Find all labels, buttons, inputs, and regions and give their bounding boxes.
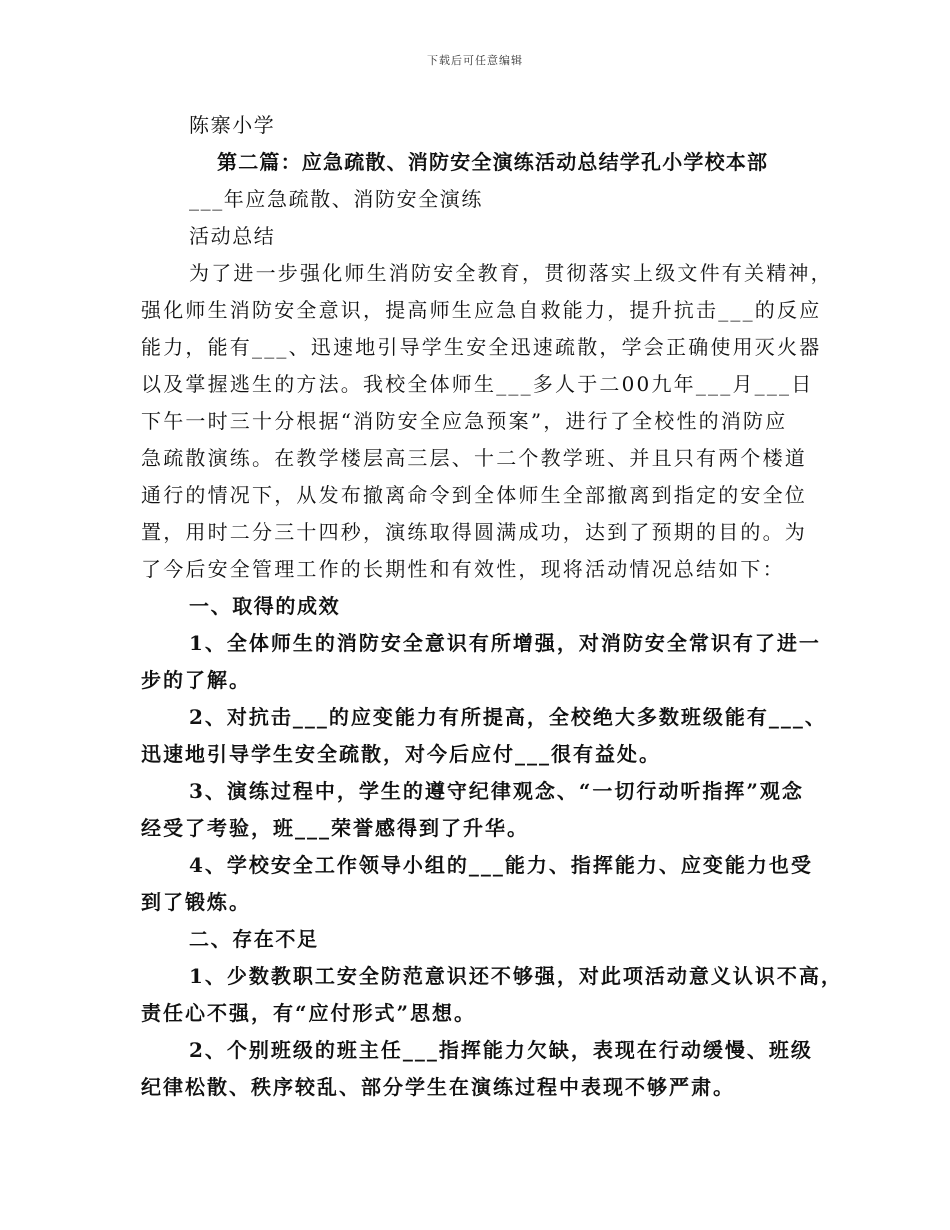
intro-line: 为了进一步强化师生消防安全教育，贯彻落实上级文件有关精神， (189, 261, 833, 285)
document-title: 第二篇：应急疏散、消防安全演练活动总结学孔小学校本部 (217, 150, 769, 174)
list-item-line: 迅速地引导学生安全疏散，对今后应付___很有益处。 (141, 742, 661, 766)
intro-line: 强化师生消防安全意识，提高师生应急自救能力，提升抗击___的反应 (141, 298, 822, 322)
list-item-line: 纪律松散、秩序较乱、部分学生在演练过程中表现不够严肃。 (141, 1075, 735, 1099)
intro-line: 了今后安全管理工作的长期性和有效性，现将活动情况总结如下： (141, 557, 785, 581)
list-item (141, 847, 821, 921)
list-item (141, 958, 843, 1032)
list-item (141, 773, 821, 847)
section-heading-shortcomings: 二、存在不足 (189, 927, 319, 951)
subtitle-line-2: 活动总结 (189, 224, 276, 248)
list-item-line: 4、学校安全工作领导小组的___能力、指挥能力、应变能力也受 (189, 853, 813, 877)
list-item-line: 1、全体师生的消防安全意识有所增强，对消防安全常识有了进一 (189, 631, 821, 655)
intro-line: 急疏散演练。在教学楼层高三层、十二个教学班、并且只有两个楼道 (141, 446, 807, 470)
list-item-line: 到了锻炼。 (141, 890, 251, 914)
document-body (141, 107, 843, 1106)
intro-line: 置，用时二分三十四秒，演练取得圆满成功，达到了预期的目的。为 (141, 520, 807, 544)
list-item-line: 步的了解。 (141, 668, 251, 692)
list-item (141, 1032, 821, 1106)
list-item-line: 3、演练过程中，学生的遵守纪律观念、“一切行动听指挥”观念 (189, 779, 804, 803)
list-item-line: 2、个别班级的班主任___指挥能力欠缺，表现在行动缓慢、班级 (189, 1038, 813, 1062)
intro-line: 以及掌握逃生的方法。我校全体师生___多人于二00九年___月___日 (141, 372, 814, 396)
subtitle-line-1: ___年应急疏散、消防安全演练 (189, 187, 483, 211)
intro-line: 通行的情况下，从发布撤离命令到全体师生全部撤离到指定的安全位 (141, 483, 807, 507)
header-note: 下载后可任意编辑 (427, 54, 523, 67)
school-line: 陈寨小学 (189, 113, 276, 137)
list-item (141, 625, 821, 699)
intro-line: 下午一时三十分根据“消防安全应急预案”，进行了全校性的消防应 (141, 409, 788, 433)
list-item-line: 经受了考验，班___荣誉感得到了升华。 (141, 816, 529, 840)
intro-paragraph (141, 255, 833, 588)
list-item-line: 责任心不强，有“应付形式”思想。 (141, 1001, 477, 1025)
section-heading-achievements: 一、取得的成效 (189, 594, 341, 618)
list-item (141, 699, 827, 773)
list-item-line: 2、对抗击___的应变能力有所提高，全校绝大多数班级能有___、 (189, 705, 827, 729)
intro-line: 能力，能有___、迅速地引导学生安全迅速疏散，学会正确使用灭火器 (141, 335, 822, 359)
list-item-line: 1、少数教职工安全防范意识还不够强，对此项活动意义认识不高， (189, 964, 843, 988)
